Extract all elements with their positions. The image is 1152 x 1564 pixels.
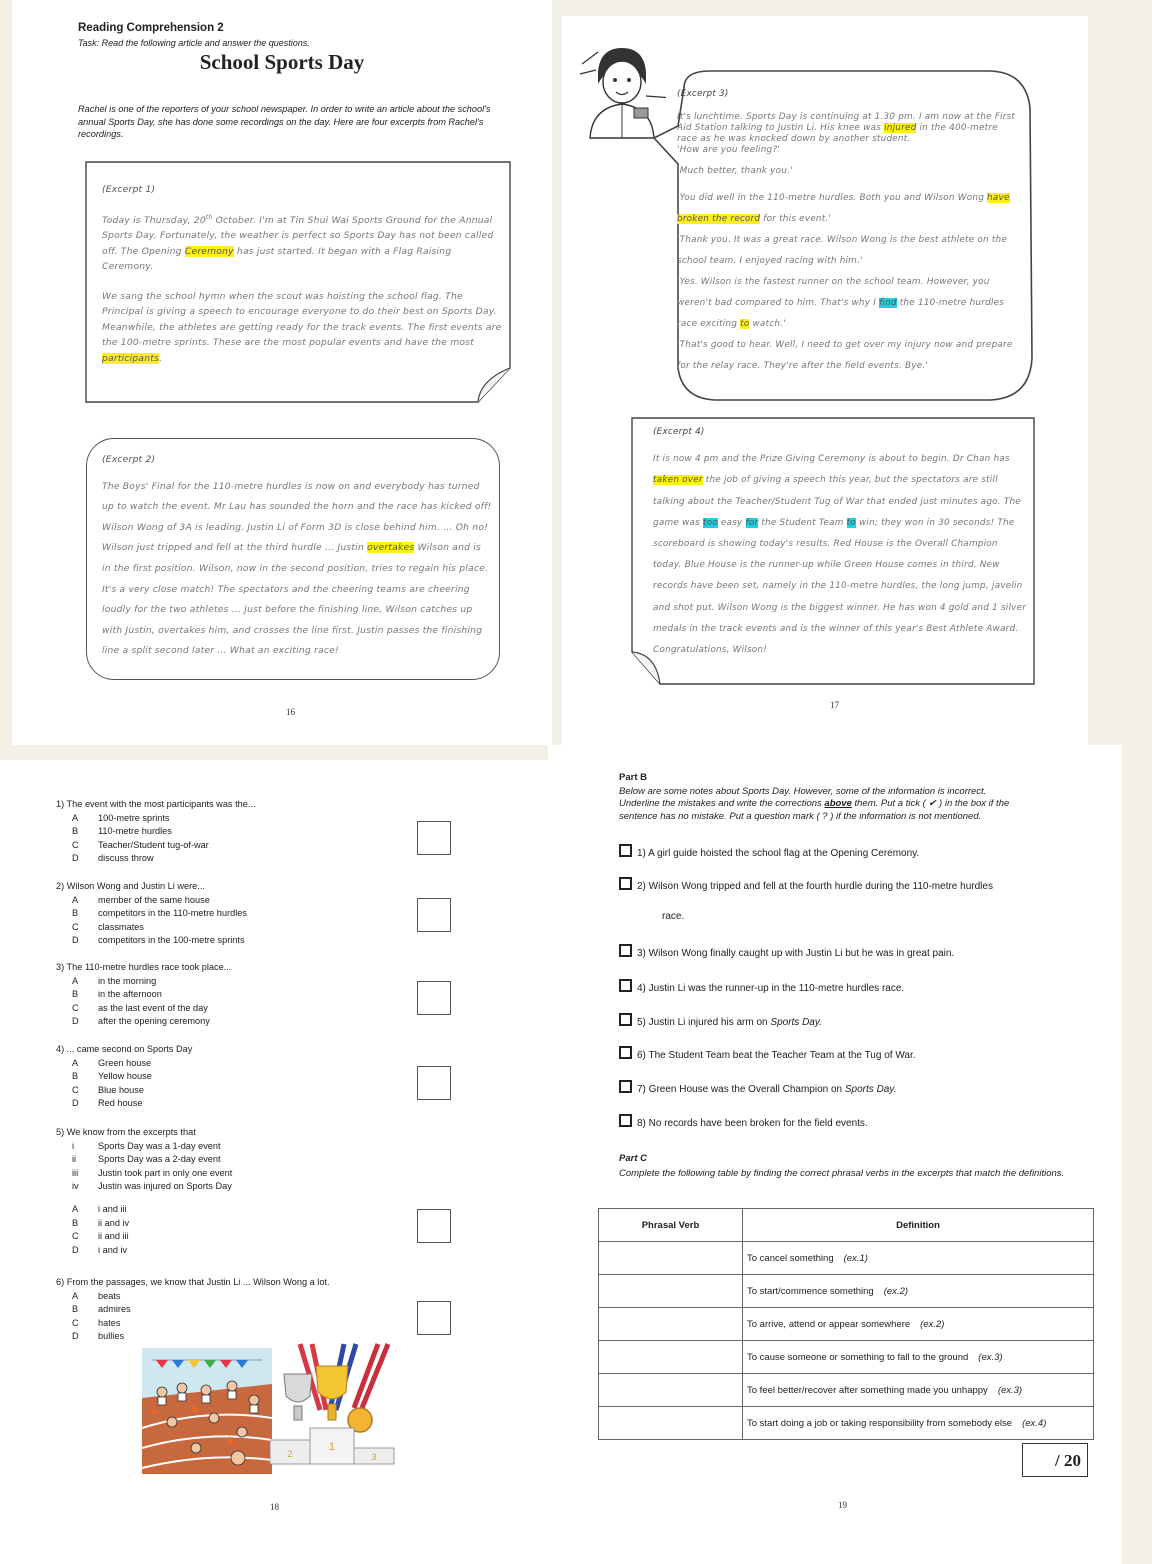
answer-box-q5[interactable] <box>417 1209 451 1243</box>
option-text: Green house <box>98 1057 152 1068</box>
answer-option <box>56 894 247 908</box>
excerpt-1 <box>102 182 502 366</box>
part-c-label: Part C <box>619 1153 647 1164</box>
part-b-label: Part B <box>619 772 647 783</box>
option-letter: C <box>72 1084 79 1095</box>
highlight-for: for <box>745 517 759 528</box>
checkbox-3[interactable] <box>619 944 632 957</box>
answer-option <box>56 975 231 989</box>
option-letter <box>72 1194 98 1203</box>
option-letter: B <box>72 908 79 919</box>
part-b-instructions: Below are some notes about Sports Day. However, some of the information is incorrect. Underline the mistakes and write the corrections above them. Put a tick ( ✔ ) in the box if the sentence has no mistake. Put a question mark ( ? ) if the information is not mentioned. <box>619 786 1010 822</box>
excerpt-reference: (ex.4) <box>1022 1417 1047 1429</box>
answer-option <box>56 812 256 826</box>
definition-text: To arrive, attend or appear somewhere <box>747 1318 911 1330</box>
option-letter: D <box>72 1098 79 1109</box>
statement-2-continued: race. <box>662 911 685 922</box>
option-text: hates <box>98 1317 121 1328</box>
definition-text: To cause someone or something to fall to the ground <box>747 1351 969 1363</box>
phrasal-verb-answer-cell[interactable] <box>599 1407 743 1440</box>
option-letter: A <box>72 1057 79 1068</box>
checkbox-5[interactable] <box>619 1013 632 1026</box>
option-text: Sports Day was a 1-day event <box>98 1140 221 1151</box>
option-text: Sports Day was a 2-day event <box>98 1154 221 1165</box>
option-letter: B <box>72 1304 79 1315</box>
question-5 <box>56 1126 232 1257</box>
option-text: ii and iv <box>98 1217 130 1228</box>
answer-option <box>56 1244 232 1258</box>
question-2 <box>56 880 247 948</box>
option-text: Red house <box>98 1098 143 1109</box>
table-row <box>599 1341 1094 1374</box>
answer-option <box>56 1217 232 1231</box>
highlight-participants: participants <box>102 352 160 364</box>
checkbox-1[interactable] <box>619 844 632 857</box>
excerpt-2 <box>102 450 492 662</box>
option-letter: B <box>72 826 79 837</box>
answer-option <box>56 1070 192 1084</box>
option-letter: D <box>72 1244 79 1255</box>
excerpt-3-line: 'That's good to hear. Well, I need to get over my injury now and prepare for the relay race. They're after the field events. Bye.' <box>677 340 1013 371</box>
option-letter: C <box>72 1231 79 1242</box>
option-text: classmates <box>98 921 144 932</box>
excerpt-1-paragraph-1: Today is Thursday, 20th October. I'm at Tin Shui Wai Sports Ground for the Annual Sports Day. Fortunately, the weather is perfect so Sports Day has not been called off. The Opening Ceremony has just started. It began with a Flag Raising Ceremony. <box>102 213 494 273</box>
option-letter: C <box>72 839 79 850</box>
column-header-definition: Definition <box>743 1209 1094 1242</box>
option-text: in the morning <box>98 975 157 986</box>
option-text: competitors in the 110-metre hurdles <box>98 908 247 919</box>
checkbox-4[interactable] <box>619 979 632 992</box>
statement-2[interactable]: 2) Wilson Wong tripped and fell at the fourth hurdle during the 110-metre hurdles <box>619 877 993 892</box>
answer-option <box>56 1015 231 1029</box>
answer-box-q2[interactable] <box>417 898 451 932</box>
option-letter: D <box>72 935 79 946</box>
option-letter: A <box>72 1290 79 1301</box>
option-text: beats <box>98 1290 121 1301</box>
table-row <box>599 1242 1094 1275</box>
definition-text: To start/commence something <box>747 1285 874 1297</box>
option-text: in the afternoon <box>98 989 162 1000</box>
option-text: bullies <box>98 1331 125 1342</box>
statement-6[interactable]: 6) The Student Team beat the Teacher Team at the Tug of War. <box>619 1046 916 1061</box>
option-text: Justin took part in only one event <box>98 1167 233 1178</box>
excerpt-3-line: 'Thank you. It was a great race. Wilson Wong is the best athlete on the school team. I enjoyed racing with him.' <box>677 235 1008 266</box>
answer-box-q4[interactable] <box>417 1066 451 1100</box>
excerpt-3-line: 'Much better, thank you.' <box>677 166 793 176</box>
page-number-18: 18 <box>270 1502 279 1512</box>
excerpt-2-text: The Boys' Final for the 110-metre hurdles is now on and everybody has turned up to watch the event. Mr Lau has sounded the horn and the race has kicked off! Wilson Wong of 3A is leading. Justin Li of Form 3D is close behind him. ... Oh no! Wilson just tripped and fell at the third hurdle ... Justin overtakes Wilson and is in the first position. Wilson, now in the second position, tries to regain his place. It's a very close match! The spectators and the cheering teams are cheering loudly for the two athletes ... Just before the finishing line, Wilson catches up with Justin, overtakes him, and crosses the line first. Justin passes the finishing line a split second later ... What an exciting race! <box>102 480 492 657</box>
answer-option <box>56 825 256 839</box>
page-number-16: 16 <box>286 707 295 717</box>
sports-day-illustration <box>142 1348 272 1474</box>
score-box: / 20 <box>1022 1443 1088 1477</box>
answer-option <box>56 1317 330 1331</box>
highlight-to: to <box>740 319 750 329</box>
definition-text: To feel better/recover after something made you unhappy <box>747 1384 988 1396</box>
statement-5[interactable]: 5) Justin Li injured his arm on Sports Day. <box>619 1013 822 1028</box>
phrasal-verb-table <box>598 1208 1094 1440</box>
statement-1[interactable]: 1) A girl guide hoisted the school flag at the Opening Ceremony. <box>619 844 919 859</box>
excerpt-reference: (ex.2) <box>920 1318 945 1330</box>
question-stem: 5) We know from the excerpts that <box>56 1127 196 1137</box>
highlight-find: find <box>879 298 897 308</box>
option-text: 100-metre sprints <box>98 812 170 823</box>
question-4 <box>56 1043 192 1111</box>
definition-text: To cancel something <box>747 1252 834 1264</box>
option-letter: iii <box>72 1167 79 1178</box>
page-19 <box>548 745 1122 1564</box>
answer-box-q6[interactable] <box>417 1301 451 1335</box>
phrasal-verb-answer-cell[interactable] <box>599 1374 743 1407</box>
answer-option <box>56 934 247 948</box>
excerpt-4-label: (Excerpt 4) <box>653 427 705 437</box>
checkbox-2[interactable] <box>619 877 632 890</box>
answer-option <box>56 1097 192 1111</box>
table-row <box>599 1275 1094 1308</box>
answer-option <box>56 839 256 853</box>
page-number-19: 19 <box>838 1500 847 1510</box>
option-letter: C <box>72 921 79 932</box>
question-1 <box>56 798 256 866</box>
excerpt-1-paragraph-2: We sang the school hymn when the scout was hoisting the school flag. The Principal is giving a speech to encourage everyone to do their best on Sports Day. Meanwhile, the athletes are getting ready for the track events. The first events are the 100-metre sprints. These are the most popular events and have the most participants. <box>102 290 502 364</box>
excerpt-2-label: (Excerpt 2) <box>102 454 156 465</box>
option-letter: ii <box>72 1154 77 1165</box>
option-letter: i <box>72 1140 75 1151</box>
option-letter: B <box>72 1217 79 1228</box>
option-text: as the last event of the day <box>98 1002 208 1013</box>
option-text: Teacher/Student tug-of-war <box>98 839 209 850</box>
podium-third: 3 <box>371 1452 377 1462</box>
answer-option <box>56 907 247 921</box>
excerpt-3-intro: It's lunchtime. Sports Day is continuing at 1.30 pm. I am now at the First Aid Station talking to Justin Li. His knee was injured in the 400-metre race as he was knocked down by another student. <box>677 112 1016 144</box>
excerpt-4-text: It is now 4 pm and the Prize Giving Ceremony is about to begin. Dr Chan has taken over the job of giving a speech this year, but the spectators are still talking about the Teacher/Student Tug of War that ended just minutes ago. The game was too easy for the Student Team to win; they won in 30 seconds! The scoreboard is showing today's results. Red House is the Overall Champion today. Blue House is the runner-up while Green House comes in third. New records have been set, namely in the 110-metre hurdles, the long jump, javelin and shot put. Wilson Wong is the biggest winner. He has won 4 gold and 1 silver medals in the track events and is the winner of this year's Best Athlete Award. Congratulations, Wilson! <box>653 454 1027 656</box>
highlight-too: too <box>702 517 718 528</box>
definition-cell <box>743 1275 1094 1308</box>
option-letter: C <box>72 1317 79 1328</box>
answer-option <box>56 1153 232 1167</box>
statement-7[interactable]: 7) Green House was the Overall Champion on Sports Day. <box>619 1080 896 1095</box>
excerpt-3-line: 'Yes. Wilson is the fastest runner on the school team. However, you weren't bad compared to him. That's why I find the 110-metre hurdles race exciting to watch.' <box>677 277 1005 329</box>
question-stem: 2) Wilson Wong and Justin Li were... <box>56 881 205 891</box>
answer-option <box>56 1140 232 1154</box>
option-letter: B <box>72 989 79 1000</box>
option-text: 110-metre hurdles <box>98 826 172 837</box>
answer-option <box>56 1167 232 1181</box>
excerpt-reference: (ex.2) <box>883 1285 909 1297</box>
page-number-17: 17 <box>830 700 839 710</box>
option-text: Justin was injured on Sports Day <box>98 1181 232 1192</box>
answer-option <box>56 1290 330 1304</box>
statement-8[interactable]: 8) No records have been broken for the field events. <box>619 1114 868 1129</box>
page-18 <box>0 760 548 1564</box>
option-text: admires <box>98 1304 131 1315</box>
highlight-injured: injured <box>884 123 917 133</box>
option-letter: D <box>72 1016 79 1027</box>
phrasal-verb-answer-cell[interactable] <box>599 1308 743 1341</box>
excerpt-4 <box>653 422 1028 661</box>
definition-cell <box>743 1308 1094 1341</box>
question-stem: 3) The 110-metre hurdles race took place... <box>56 962 232 972</box>
option-letter: B <box>72 1071 79 1082</box>
podium-first: 1 <box>328 1441 336 1453</box>
definition-cell <box>743 1374 1094 1407</box>
definition-cell <box>743 1407 1094 1440</box>
definition-cell <box>743 1242 1094 1275</box>
option-text: i and iv <box>98 1244 128 1255</box>
excerpt-1-label: (Excerpt 1) <box>102 184 156 195</box>
answer-option <box>56 1303 330 1317</box>
phrasal-verb-answer-cell[interactable] <box>599 1275 743 1308</box>
answer-option <box>56 1057 192 1071</box>
answer-option <box>56 1002 231 1016</box>
podium-second: 2 <box>287 1449 293 1459</box>
answer-option <box>56 1180 232 1194</box>
answer-option <box>56 921 247 935</box>
phrasal-verb-answer-cell[interactable] <box>599 1341 743 1374</box>
option-text: competitors in the 100-metre sprints <box>98 935 245 946</box>
statement-3[interactable]: 3) Wilson Wong finally caught up with Justin Li but he was in great pain. <box>619 944 954 959</box>
excerpt-3-line: 'How are you feeling?' <box>677 145 780 155</box>
highlight-to: to <box>846 517 856 528</box>
highlight-overtakes: overtakes <box>367 542 415 554</box>
question-stem: 4) ... came second on Sports Day <box>56 1044 193 1054</box>
answer-option <box>56 1194 232 1203</box>
option-letter: A <box>72 894 79 905</box>
excerpt-3-line: 'You did well in the 110-metre hurdles. Both you and Wilson Wong have broken the record for this event.' <box>677 193 1010 224</box>
option-text: Yellow house <box>98 1071 152 1082</box>
option-letter: iv <box>72 1181 79 1192</box>
option-text: i and iii <box>98 1203 127 1214</box>
option-text: member of the same house <box>98 894 210 905</box>
table-row <box>599 1374 1094 1407</box>
question-6 <box>56 1276 330 1344</box>
highlight-broken-record: have broken the record <box>677 193 1010 224</box>
definition-text: To start doing a job or taking responsibility from somebody else <box>747 1417 1013 1429</box>
question-stem: 1) The event with the most participants was the... <box>56 799 256 809</box>
checkbox-7[interactable] <box>619 1080 632 1093</box>
statement-4[interactable]: 4) Justin Li was the runner-up in the 110-metre hurdles race. <box>619 979 904 994</box>
answer-option <box>56 1230 232 1244</box>
intro-text: Rachel is one of the reporters of your school newspaper. In order to write an article about the school's annual Sports Day, she has done some recordings on the day. Here are four excerpts from Rachel's recordings. <box>78 104 491 139</box>
page-17 <box>562 16 1088 745</box>
excerpt-3 <box>677 89 1017 377</box>
option-text: ii and iii <box>98 1231 129 1242</box>
answer-option <box>56 1084 192 1098</box>
option-text: discuss throw <box>98 853 154 864</box>
option-letter: A <box>72 812 79 823</box>
excerpt-3-label: (Excerpt 3) <box>677 89 729 99</box>
excerpt-reference: (ex.3) <box>997 1384 1023 1396</box>
definition-cell <box>743 1341 1094 1374</box>
highlight-ceremony: Ceremony <box>184 245 234 257</box>
answer-option <box>56 988 231 1002</box>
checkbox-8[interactable] <box>619 1114 632 1127</box>
question-stem: 6) From the passages, we know that Justin Li ... Wilson Wong a lot. <box>56 1277 330 1287</box>
page-title: School Sports Day <box>199 50 365 74</box>
option-text: after the opening ceremony <box>98 1016 210 1027</box>
excerpt-reference: (ex.1) <box>843 1252 868 1264</box>
answer-box-q1[interactable] <box>417 821 451 855</box>
option-text: Blue house <box>98 1084 144 1095</box>
option-letter: D <box>72 1331 79 1342</box>
option-letter: A <box>72 975 79 986</box>
answer-box-q3[interactable] <box>417 981 451 1015</box>
highlight-taken-over: taken over <box>653 475 703 486</box>
table-row <box>599 1407 1094 1440</box>
column-header-phrasal-verb: Phrasal Verb <box>599 1209 743 1242</box>
answer-option <box>56 1203 232 1217</box>
page-16 <box>12 0 552 745</box>
option-letter: D <box>72 853 79 864</box>
worksheet-heading: Reading Comprehension 2 <box>78 22 224 34</box>
excerpt-reference: (ex.3) <box>978 1351 1003 1363</box>
answer-option <box>56 852 256 866</box>
part-c-instructions: Complete the following table by finding the correct phrasal verbs in the excerpts that match the definitions. <box>619 1168 1065 1179</box>
task-instruction: Task: Read the following article and answer the questions. <box>78 38 310 48</box>
trophies-medal-illustration <box>270 1340 402 1476</box>
checkbox-6[interactable] <box>619 1046 632 1059</box>
question-3 <box>56 961 231 1029</box>
option-letter: C <box>72 1002 79 1013</box>
phrasal-verb-answer-cell[interactable] <box>599 1242 743 1275</box>
option-letter: A <box>72 1203 79 1214</box>
table-row <box>599 1308 1094 1341</box>
